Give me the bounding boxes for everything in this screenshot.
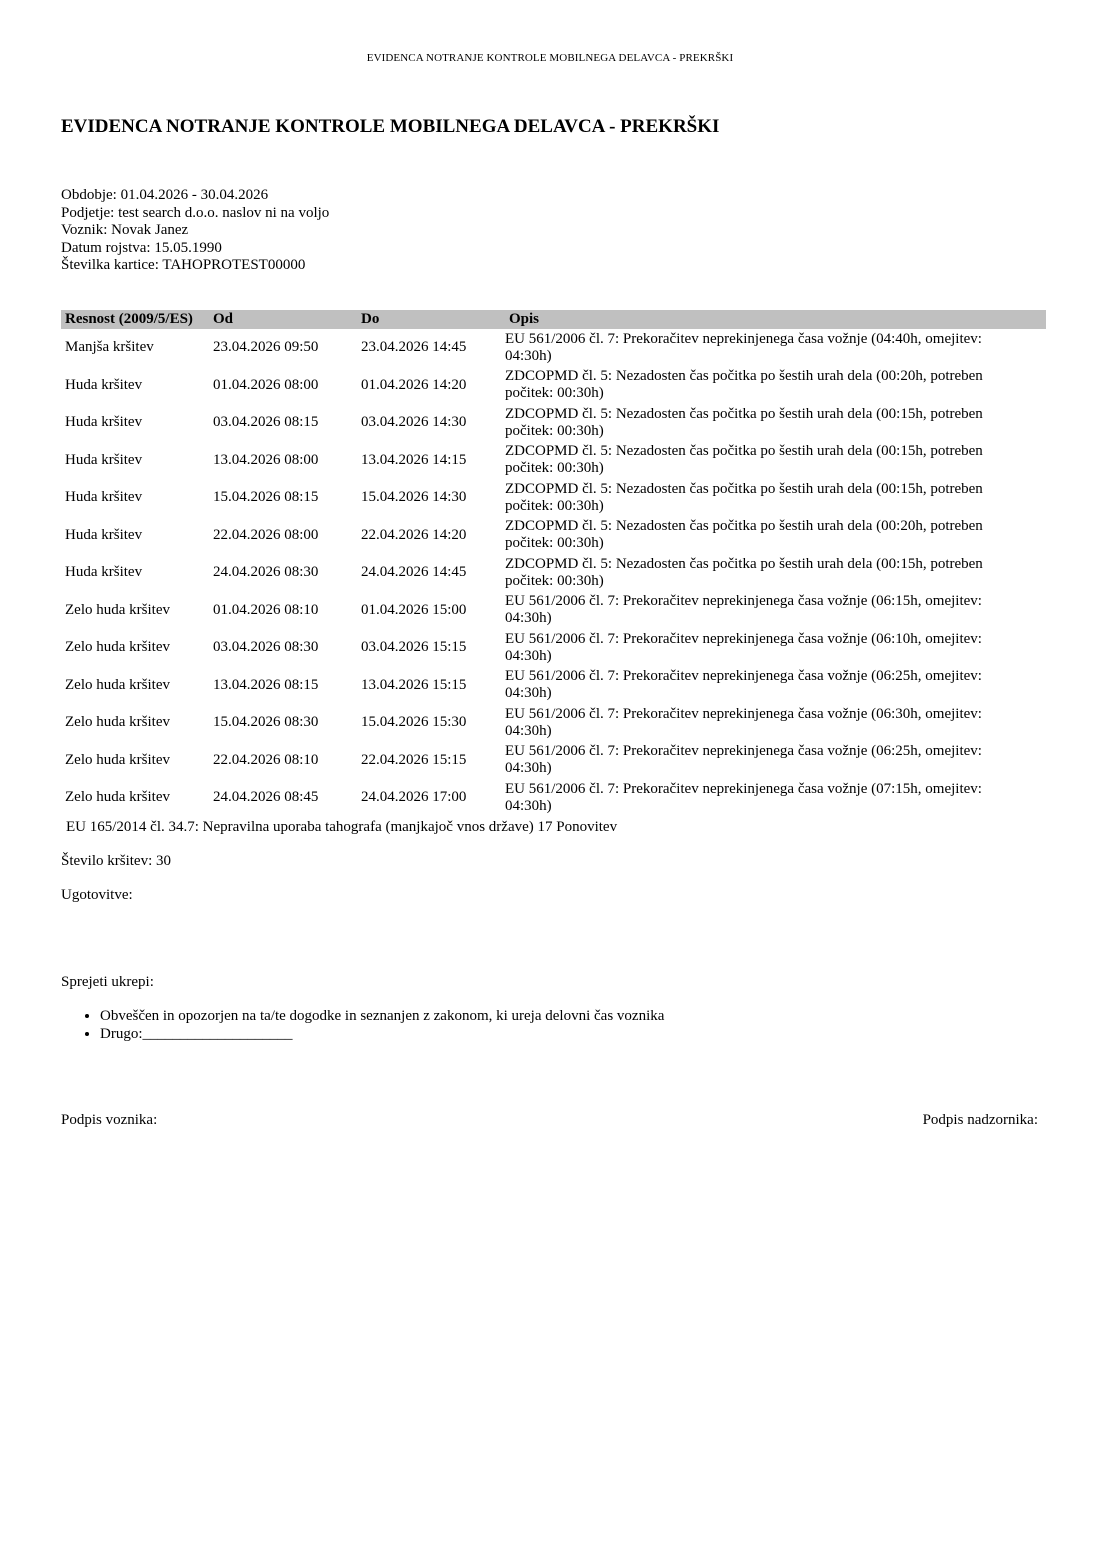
violation-count: Število kršitev: 30 — [61, 853, 171, 869]
cell-from: 15.04.2026 08:30 — [213, 714, 319, 731]
cell-severity: Zelo huda kršitev — [65, 714, 170, 731]
table-row — [61, 404, 1046, 442]
cell-severity: Huda kršitev — [65, 376, 143, 393]
column-header-description: Opis — [505, 310, 1046, 329]
cell-from: 15.04.2026 08:15 — [213, 489, 319, 506]
document-meta — [61, 187, 329, 275]
cell-from: 01.04.2026 08:00 — [213, 376, 319, 393]
list-item: • Obveščen in opozorjen na ta/te dogodke in seznanjen z zakonom, ki ureja delovni čas voznika — [100, 1007, 664, 1025]
tachograph-note: EU 165/2014 čl. 34.7: Nepravilna uporaba tahografa (manjkajoč vnos države) 17 Ponovitev — [66, 819, 618, 835]
cell-description: ZDCOPMD čl. 5: Nezadosten čas počitka po šestih urah dela (00:15h, potreben počitek: 00:30h) — [505, 555, 983, 589]
cell-to: 24.04.2026 17:00 — [361, 789, 467, 806]
cell-from: 03.04.2026 08:15 — [213, 414, 319, 431]
driver-signature-label: Podpis voznika: — [61, 1112, 158, 1128]
cell-to: 03.04.2026 15:15 — [361, 639, 467, 656]
meta-company: Podjetje: test search d.o.o. naslov ni na voljo — [61, 204, 330, 221]
cell-severity: Huda kršitev — [65, 564, 143, 581]
cell-severity: Huda kršitev — [65, 414, 143, 431]
cell-description: EU 561/2006 čl. 7: Prekoračitev neprekinjenega časa vožnje (06:25h, omejitev: 04:30h) — [505, 743, 982, 777]
table-row — [61, 779, 1046, 817]
cell-severity: Huda kršitev — [65, 451, 143, 468]
table-row — [61, 329, 1046, 367]
cell-description: EU 561/2006 čl. 7: Prekoračitev neprekinjenega časa vožnje (04:40h, omejitev: 04:30h) — [505, 330, 982, 364]
cell-severity: Zelo huda kršitev — [65, 751, 170, 768]
list-item: • Drugo:____________________ — [100, 1025, 664, 1043]
meta-period: Obdobje: 01.04.2026 - 30.04.2026 — [61, 187, 269, 203]
meta-driver: Voznik: Novak Janez — [61, 222, 189, 238]
cell-to: 22.04.2026 15:15 — [361, 751, 467, 768]
cell-description: ZDCOPMD čl. 5: Nezadosten čas počitka po šestih urah dela (00:15h, potreben počitek: 00:30h) — [505, 443, 983, 477]
cell-from: 03.04.2026 08:30 — [213, 639, 319, 656]
column-header-severity: Resnost (2009/5/ES) — [61, 310, 209, 329]
table-row — [61, 442, 1046, 480]
findings-label: Ugotovitve: — [61, 887, 133, 903]
cell-severity: Zelo huda kršitev — [65, 676, 170, 693]
cell-to: 01.04.2026 14:20 — [361, 376, 467, 393]
cell-to: 03.04.2026 14:30 — [361, 414, 467, 431]
measures-label: Sprejeti ukrepi: — [61, 974, 154, 990]
cell-to: 24.04.2026 14:45 — [361, 564, 467, 581]
cell-to: 13.04.2026 15:15 — [361, 676, 467, 693]
meta-card-number: Številka kartice: TAHOPROTEST00000 — [61, 257, 306, 273]
meta-birth-date: Datum rojstva: 15.05.1990 — [61, 239, 222, 256]
column-header-from: Od — [209, 310, 357, 329]
cell-description: ZDCOPMD čl. 5: Nezadosten čas počitka po šestih urah dela (00:20h, potreben počitek: 00:30h) — [505, 368, 983, 402]
cell-description: ZDCOPMD čl. 5: Nezadosten čas počitka po šestih urah dela (00:15h, potreben počitek: 00:30h) — [505, 405, 983, 439]
table-row — [61, 517, 1046, 555]
cell-description: EU 561/2006 čl. 7: Prekoračitev neprekinjenega časa vožnje (07:15h, omejitev: 04:30h) — [505, 780, 982, 814]
cell-to: 13.04.2026 14:15 — [361, 451, 467, 468]
cell-description: ZDCOPMD čl. 5: Nezadosten čas počitka po šestih urah dela (00:20h, potreben počitek: 00:30h) — [505, 518, 983, 552]
cell-from: 22.04.2026 08:10 — [213, 751, 319, 768]
table-row — [61, 367, 1046, 405]
table-row — [61, 629, 1046, 667]
violations-table — [61, 310, 1046, 817]
cell-severity: Zelo huda kršitev — [65, 639, 170, 656]
cell-from: 23.04.2026 09:50 — [213, 339, 319, 356]
cell-from: 13.04.2026 08:00 — [213, 451, 319, 468]
cell-from: 24.04.2026 08:30 — [213, 564, 319, 581]
table-row — [61, 592, 1046, 630]
cell-to: 01.04.2026 15:00 — [361, 601, 467, 618]
measures-list — [61, 1007, 664, 1043]
cell-from: 22.04.2026 08:00 — [213, 526, 319, 543]
cell-severity: Huda kršitev — [65, 489, 143, 506]
cell-to: 23.04.2026 14:45 — [361, 339, 467, 356]
cell-description: EU 561/2006 čl. 7: Prekoračitev neprekinjenega časa vožnje (06:10h, omejitev: 04:30h) — [505, 630, 982, 664]
running-header: EVIDENCA NOTRANJE KONTROLE MOBILNEGA DELAVCA - PREKRŠKI — [366, 52, 734, 64]
cell-description: ZDCOPMD čl. 5: Nezadosten čas počitka po šestih urah dela (00:15h, potreben počitek: 00:30h) — [505, 480, 983, 514]
cell-severity: Huda kršitev — [65, 526, 143, 543]
supervisor-signature-label: Podpis nadzornika: — [922, 1112, 1038, 1128]
cell-to: 22.04.2026 14:20 — [361, 526, 467, 543]
table-row — [61, 479, 1046, 517]
table-row — [61, 742, 1046, 780]
cell-from: 13.04.2026 08:15 — [213, 676, 319, 693]
cell-severity: Zelo huda kršitev — [65, 789, 170, 806]
cell-to: 15.04.2026 14:30 — [361, 489, 467, 506]
table-row — [61, 704, 1046, 742]
table-row — [61, 554, 1046, 592]
cell-description: EU 561/2006 čl. 7: Prekoračitev neprekinjenega časa vožnje (06:15h, omejitev: 04:30h) — [505, 593, 982, 627]
column-header-to: Do — [357, 310, 505, 329]
cell-severity: Zelo huda kršitev — [65, 601, 170, 618]
cell-description: EU 561/2006 čl. 7: Prekoračitev neprekinjenega časa vožnje (06:25h, omejitev: 04:30h) — [505, 668, 982, 702]
cell-to: 15.04.2026 15:30 — [361, 714, 467, 731]
cell-from: 01.04.2026 08:10 — [213, 601, 319, 618]
table-header-row — [61, 310, 1046, 329]
table-row — [61, 667, 1046, 705]
cell-from: 24.04.2026 08:45 — [213, 789, 319, 806]
cell-description: EU 561/2006 čl. 7: Prekoračitev neprekinjenega časa vožnje (06:30h, omejitev: 04:30h) — [505, 705, 982, 739]
document-title: EVIDENCA NOTRANJE KONTROLE MOBILNEGA DELAVCA - PREKRŠKI — [61, 116, 720, 137]
cell-severity: Manjša kršitev — [65, 339, 154, 356]
